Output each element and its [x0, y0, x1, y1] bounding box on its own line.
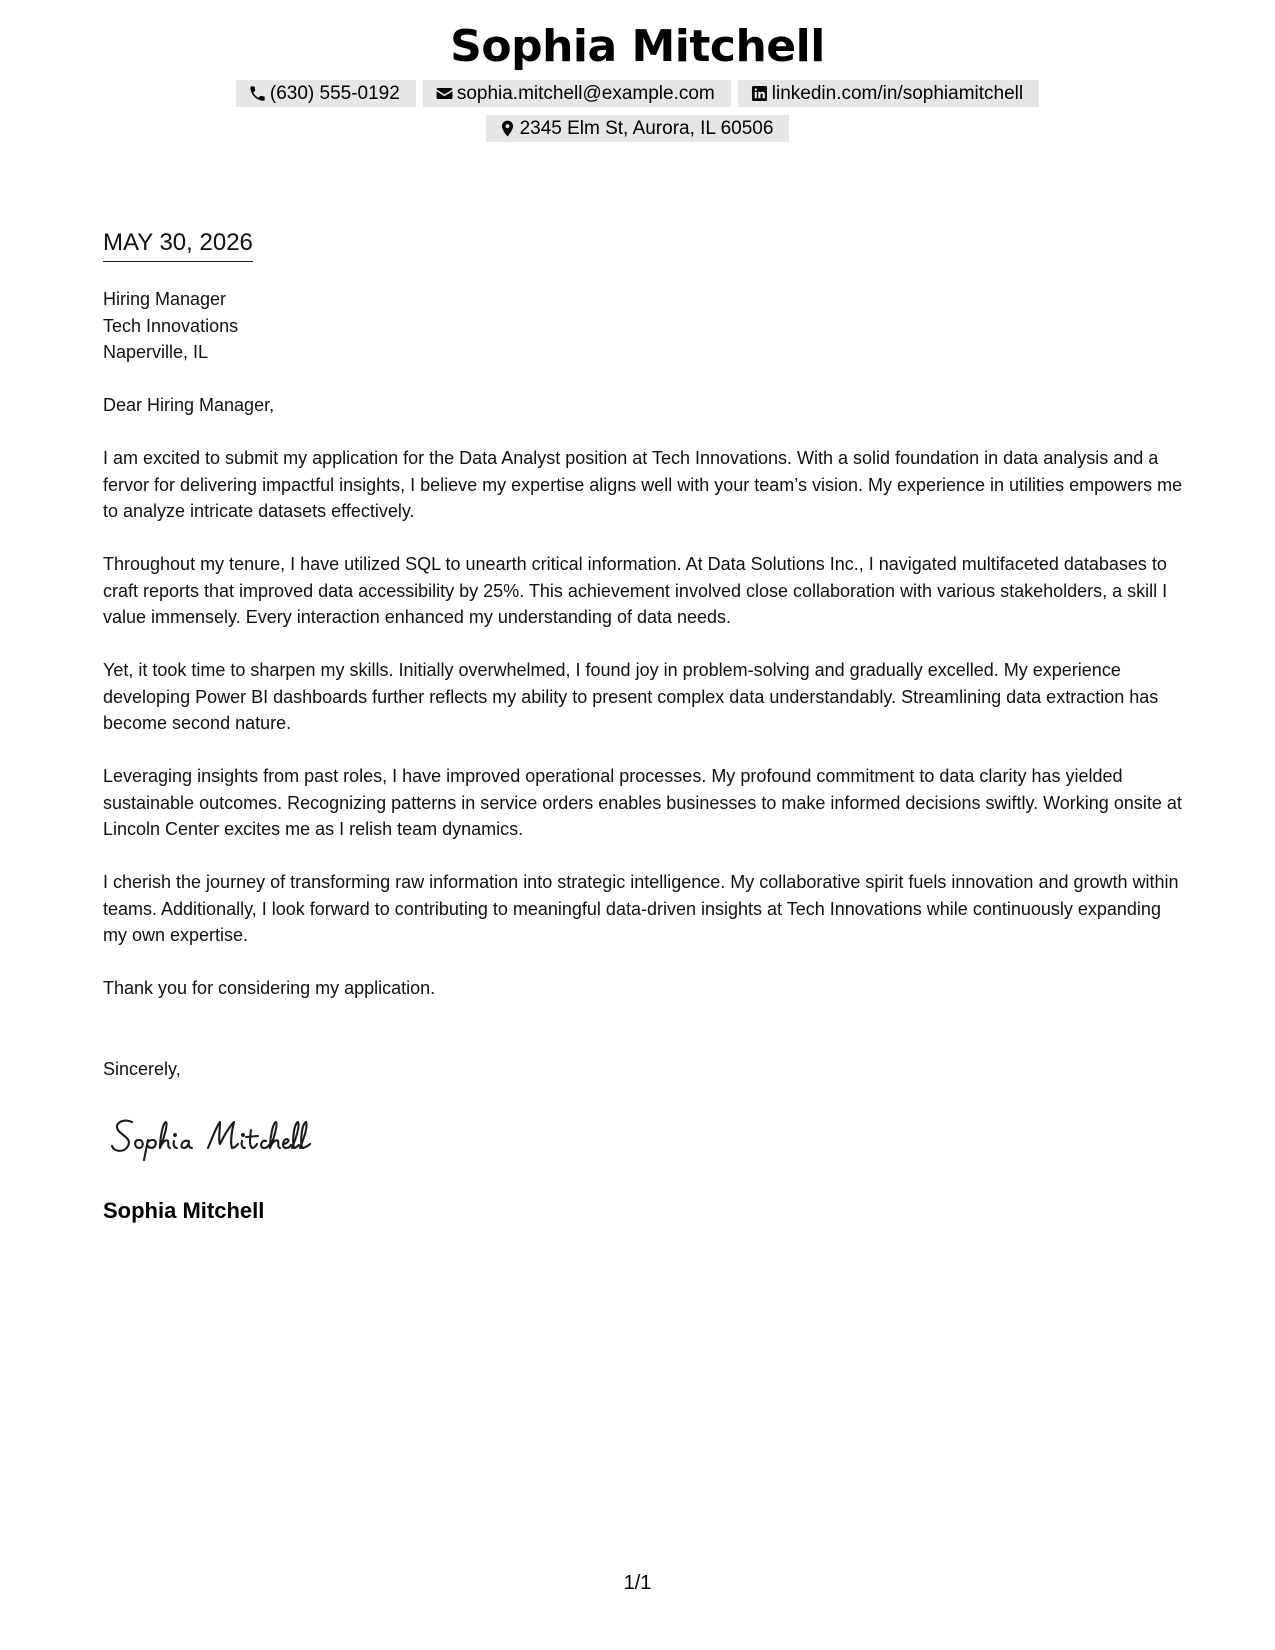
email-text: sophia.mitchell@example.com — [456, 82, 715, 104]
email-chip — [423, 80, 731, 107]
handwritten-signature — [108, 1108, 368, 1164]
letter-body — [103, 392, 1183, 1028]
applicant-name: Sophia Mitchell — [450, 21, 825, 72]
linkedin-icon — [750, 84, 769, 103]
salutation: Dear Hiring Manager, — [103, 395, 275, 415]
recipient-company: Tech Innovations — [103, 315, 239, 336]
thank-you-line: Thank you for considering my application. — [103, 978, 436, 998]
contact-row-primary — [0, 80, 1275, 107]
address-text: 2345 Elm St, Aurora, IL 60506 — [519, 117, 774, 139]
map-pin-icon — [498, 119, 517, 138]
recipient-title: Hiring Manager — [103, 289, 227, 309]
linkedin-chip — [738, 80, 1039, 107]
body-paragraph: Yet, it took time to sharpen my skills. Initially overwhelmed, I found joy in problem-solving and gradually excelled. My experience developing Power BI dashboards further reflects my ability to present complex data understandably. Streamlining data extraction has become second nature. — [103, 660, 1159, 733]
phone-icon — [248, 84, 267, 103]
recipient-block — [103, 286, 238, 366]
address-chip — [486, 115, 790, 142]
closing-line: Sincerely, — [103, 1059, 181, 1079]
envelope-icon — [435, 84, 454, 103]
phone-text: (630) 555-0192 — [269, 82, 400, 104]
page-number: 1/1 — [623, 1572, 652, 1594]
body-paragraph: I cherish the journey of transforming raw information into strategic intelligence. My collaborative spirit fuels innovation and growth within teams. Additionally, I look forward to contributing to meaningful data-driven insights at Tech Innovations while continuously expanding my own expertise. — [103, 872, 1179, 945]
signer-name: Sophia Mitchell — [103, 1198, 265, 1223]
linkedin-text: linkedin.com/in/sophiamitchell — [771, 82, 1024, 104]
letter-date: MAY 30, 2026 — [103, 228, 253, 262]
letter-header — [0, 18, 1275, 142]
recipient-location: Naperville, IL — [103, 342, 209, 362]
body-paragraph: Throughout my tenure, I have utilized SQL to unearth critical information. At Data Solutions Inc., I navigated multifaceted databases to craft reports that improved data accessibility by 25%. This achievement involved close collaboration with various stakeholders, a skill I value immensely. Every interaction enhanced my understanding of data needs. — [103, 554, 1168, 627]
phone-chip — [236, 80, 416, 107]
contact-row-secondary — [0, 115, 1275, 142]
body-paragraph: I am excited to submit my application for the Data Analyst position at Tech Innovations. With a solid foundation in data analysis and a fervor for delivering impactful insights, I believe my expertise aligns well with your team’s vision. My experience in utilities empowers me to analyze intricate datasets effectively. — [103, 448, 1183, 521]
body-paragraph: Leveraging insights from past roles, I have improved operational processes. My profound commitment to data clarity has yielded sustainable outcomes. Recognizing patterns in service orders enables businesses to make informed decisions swiftly. Working onsite at Lincoln Center excites me as I relish team dynamics. — [103, 766, 1182, 839]
